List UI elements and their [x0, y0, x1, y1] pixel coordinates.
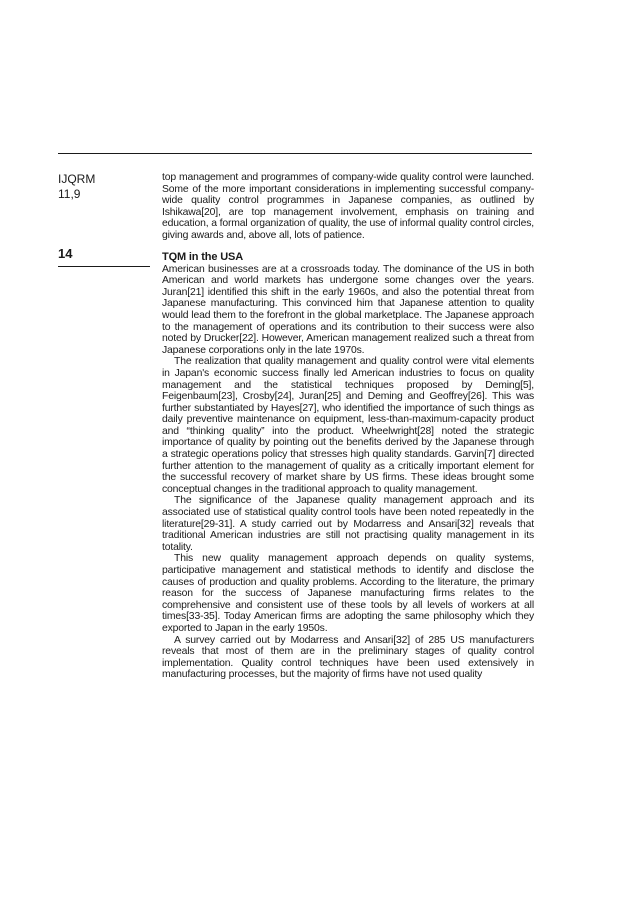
paragraph-5: A survey carried out by Modarress and Ansari[32] of 285 US manufacturers reveals that most of them are in the preliminary stages of quality control implementation. Quality control techniques have been used extensively in manufacturing processes, but the majority of firms have not used quality [162, 634, 534, 681]
section-spacer [162, 242, 534, 251]
journal-name: IJQRM [58, 172, 96, 186]
header-rule [58, 153, 532, 154]
body-text-column [162, 172, 534, 681]
paragraph-1: American businesses are at a crossroads today. The dominance of the US in both American and world markets has undergone some changes over the years. Juran[21] identified this shift in the early 1960s, and also the potential threat from Japanese manufacturing. This convinced him that Japanese attention to quality would lead them to the forefront in the global marketplace. The Japanese approach to the management of operations and its contribution to their success were also noted by Drucker[22]. However, American management realized such a threat from Japanese corporations only in the late 1970s. [162, 263, 534, 356]
paragraph-4: This new quality management approach depends on quality systems, participative management and statistical methods to identify and disclose the causes of production and quality problems. According to the literature, the primary reason for the success of Japanese manufacturing firms relates to the comprehensive and consistent use of these tools by all levels of workers at all times[33-35]. Today American firms are adopting the same philosophy which they exported to Japan in the early 1950s. [162, 553, 534, 634]
page-number: 14 [58, 246, 73, 261]
paragraph-2: The realization that quality management and quality control were vital elements in Japan's economic success finally led American industries to focus on quality management and the statistical techniques proposed by Deming[5], Feigenbaum[23], Crosby[24], Juran[25] and Deming and Geoffrey[26]. This was further substantiated by Hayes[27], who identified the importance of such things as daily preventive maintenance on equipment, less-than-maximum-capacity product and “thinking quality” into the product. Wheelwright[28] noted the strategic importance of quality by pointing out the benefits derived by the Japanese through a strategic operations policy that stresses high quality standards. Garvin[7] directed further attention to the management of quality as a critically important element for the successful recovery of market share by US firms. These ideas brought some conceptual changes in the traditional approach to quality management. [162, 356, 534, 495]
paragraph-3: The significance of the Japanese quality management approach and its associated use of statistical quality control tools have been noted repeatedly in the literature[29-31]. A study carried out by Modarress and Ansari[32] reveals that traditional American industries are still not practising quality management in its totality. [162, 495, 534, 553]
intro-paragraph: top management and programmes of company-wide quality control were launched. Some of the more important considerations in implementing successful company-wide quality control programmes in Japanese companies, as outlined by Ishikawa[20], are top management involvement, emphasis on training and education, a formal organization of quality, the use of informal quality control circles, giving awards and, above all, lots of patience. [162, 172, 534, 241]
volume-issue: 11,9 [58, 187, 81, 201]
section-heading: TQM in the USA [162, 250, 244, 263]
margin-rule [58, 266, 150, 267]
